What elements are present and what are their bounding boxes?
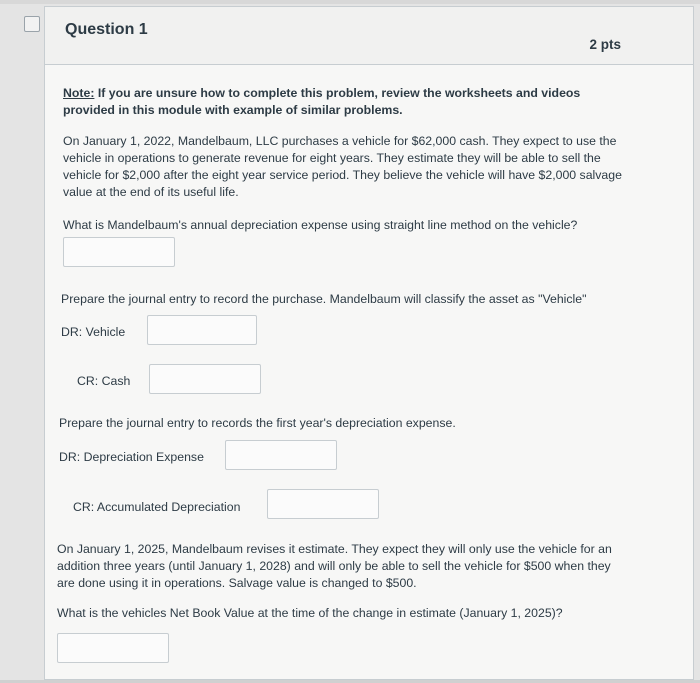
net-book-value-question: What is the vehicles Net Book Value at the time of the change in estimate (January 1, 2025)? bbox=[57, 606, 563, 620]
revision-paragraph: On January 1, 2025, Mandelbaum revises it estimate. They expect they will only use the vehicle for an addition three years (until January 1, 2028) and will only be able to sell the vehicle for $500 when they are done using it in operations. Salvage value is changed to $500. bbox=[57, 542, 612, 590]
dr-vehicle-input[interactable] bbox=[147, 315, 257, 345]
note-text: If you are unsure how to complete this problem, review the worksheets and videos provided in this module with example of similar problems. bbox=[63, 86, 581, 117]
dr-depreciation-expense-input[interactable] bbox=[225, 440, 337, 470]
question-title: Question 1 bbox=[65, 21, 148, 38]
journal-purchase-question: Prepare the journal entry to record the purchase. Mandelbaum will classify the asset as "Vehicle" bbox=[61, 292, 587, 306]
question-header bbox=[45, 7, 693, 65]
dr-depreciation-expense-label: DR: Depreciation Expense bbox=[59, 450, 204, 464]
note-paragraph bbox=[63, 85, 623, 119]
cr-cash-label: CR: Cash bbox=[77, 374, 131, 388]
top-strip bbox=[0, 0, 700, 4]
cr-cash-input[interactable] bbox=[149, 364, 261, 394]
question-card bbox=[44, 6, 694, 680]
cr-accumulated-depreciation-input[interactable] bbox=[267, 489, 379, 519]
question-points: 2 pts bbox=[589, 37, 621, 52]
flag-question-icon[interactable] bbox=[24, 16, 40, 32]
annual-depreciation-input[interactable] bbox=[63, 237, 175, 267]
dr-vehicle-label: DR: Vehicle bbox=[61, 325, 126, 339]
cr-accumulated-depreciation-label: CR: Accumulated Depreciation bbox=[73, 500, 241, 514]
net-book-value-input[interactable] bbox=[57, 633, 169, 663]
note-label: Note: bbox=[63, 86, 95, 100]
journal-depreciation-question: Prepare the journal entry to records the first year's depreciation expense. bbox=[59, 416, 456, 430]
depreciation-question: What is Mandelbaum's annual depreciation expense using straight line method on the vehicle? bbox=[63, 218, 578, 232]
scenario-paragraph: On January 1, 2022, Mandelbaum, LLC purchases a vehicle for $62,000 cash. They expect to use the vehicle in operations to generate revenue for eight years. They estimate they will be able to sell the vehicle for $2,000 after the eight year service period. They believe the vehicle will have $2,000 salvage value at the end of its useful life. bbox=[63, 134, 622, 199]
